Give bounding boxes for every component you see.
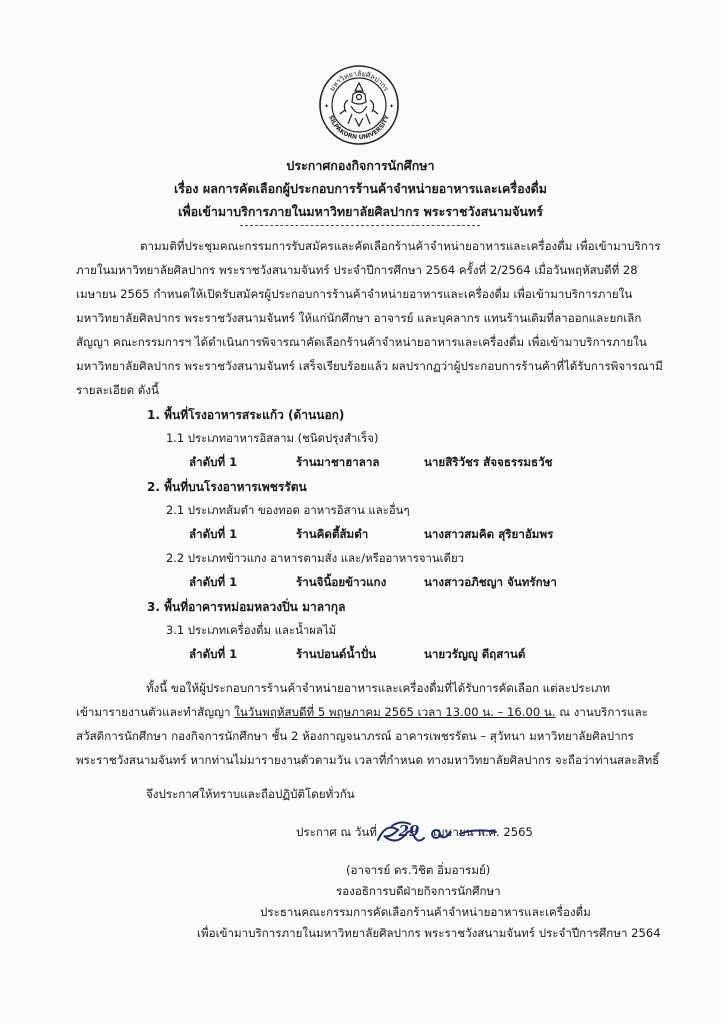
category-label: 2.2 ประเภทข้าวแกง อาหารตามสั่ง และ/หรืออาหารจานเดียว	[166, 551, 465, 565]
svg-text:✦: ✦	[389, 103, 395, 110]
subject-line-2: เพื่อเข้ามาบริการภายในมหาวิทยาลัยศิลปากร พระราชวังสนามจันทร์	[178, 204, 543, 219]
section-title: 2. พื้นที่บนโรงอาหารเพชรรัตน	[147, 480, 307, 494]
intro-line-7: รายละเอียด ดังนี้	[76, 383, 159, 397]
rank-label: ลำดับที่ 1	[189, 527, 238, 541]
deadline-text: ในวันพฤหัสบดีที่ 5 พฤษภาคม 2565 เวลา 13.00 น. – 16.00 น.	[234, 705, 556, 719]
closing-line-3: สวัสดิการนักศึกษา กองกิจการนักศึกษา ชั้น 2 ห้องกาญจนาภรณ์ อาคารเพชรรัตน – สุวัทนา มหาวิทยาลัยศิลปากร	[76, 729, 634, 743]
signatory-title-2: ประธานคณะกรรมการคัดเลือกร้านค้าจำหน่ายอาหารและเครื่องดื่ม	[260, 905, 591, 919]
intro-line-6: มหาวิทยาลัยศิลปากร พระราชวังสนามจันทร์ เสร็จเรียบร้อยแล้ว ผลปรากฏว่าผู้ประกอบการร้านค้าที่ได้รับการพิจารณามี	[76, 359, 663, 373]
intro-line-1: ตามมติที่ประชุมคณะกรรมการรับสมัครและคัดเลือกร้านค้าจำหน่ายอาหารและเครื่องดื่ม เพื่อเข้ามาบริการ	[140, 239, 661, 253]
announce-line: จึงประกาศให้ทราบและถือปฏิบัติโดยทั่วกัน	[146, 787, 355, 801]
category-label: 2.1 ประเภทส้มตำ ของทอด อาหารอิสาน และอื่นๆ	[166, 503, 410, 517]
category-label: 3.1 ประเภทเครื่องดื่ม และน้ำผลไม้	[166, 623, 337, 637]
signatory-title-3: เพื่อเข้ามาบริการภายในมหาวิทยาลัยศิลปากร พระราชวังสนามจันทร์ ประจำปีการศึกษา 2564	[197, 926, 661, 940]
owner-name: นายสิริวัชร สัจจธรรมธวัช	[424, 455, 553, 469]
subject-line: เรื่อง ผลการคัดเลือกผู้ประกอบการร้านค้าจำหน่ายอาหารและเครื่องดื่ม	[173, 181, 548, 196]
announcement-heading: ประกาศกองกิจการนักศึกษา	[286, 158, 435, 173]
shop-name: ร้านปอนด์น้ำปั่น	[296, 647, 377, 661]
rank-label: ลำดับที่ 1	[189, 647, 238, 661]
announce-date: ประกาศ ณ วันที่ 29 เมษายน พ.ศ. 2565	[296, 822, 533, 840]
owner-name: นางสาวสมคิด สุริยาอัมพร	[424, 527, 554, 541]
owner-name: นางสาวอภิชญา จันทรักษา	[424, 575, 557, 589]
intro-line-4: มหาวิทยาลัยศิลปากร พระราชวังสนามจันทร์ ให้แก่นักศึกษา อาจารย์ และบุคลากร แทนร้านเดิมที่ลาออกและยกเลิก	[76, 311, 642, 325]
handwritten-signature	[370, 816, 510, 856]
owner-name: นายวรัญญู ดีฤสานต์	[424, 647, 526, 661]
intro-line-5: สัญญา คณะกรรมการฯ ได้ดำเนินการพิจารณาคัดเลือกร้านค้าจำหน่ายอาหารและเครื่องดื่ม เพื่อเข้ามาบริการภายใน	[76, 335, 647, 349]
section-title: 3. พื้นที่อาคารหม่อมหลวงปิ่น มาลากุล	[147, 600, 346, 614]
signatory-name: (อาจารย์ ดร.วิชิต อิ่มอารมย์)	[346, 863, 491, 877]
shop-name: ร้านจินิ้อยข้าวแกง	[296, 575, 387, 589]
intro-line-2: ภายในมหาวิทยาลัยศิลปากร พระราชวังสนามจันทร์ ประจำปีการศึกษา 2564 ครั้งที่ 2/2564 เมื่อวันพฤหัสบดีที่ 28	[76, 263, 638, 277]
university-seal-logo	[318, 64, 400, 146]
category-label: 1.1 ประเภทอาหารอิสลาม (ชนิดปรุงสำเร็จ)	[166, 431, 379, 445]
signatory-title-1: รองอธิการบดีฝ่ายกิจการนักศึกษา	[336, 884, 501, 898]
closing-line-2: เข้ามารายงานตัวและทำสัญญา ในวันพฤหัสบดีที่ 5 พฤษภาคม 2565 เวลา 13.00 น. – 16.00 น. ณ งานบริการและ	[76, 705, 648, 719]
closing-line-4: พระราชวังสนามจันทร์ หากท่านไม่มารายงานตัวตามวัน เวลาที่กำหนด ทางมหาวิทยาลัยศิลปากร จะถือว่าท่านสละสิทธิ์	[76, 753, 660, 767]
closing-line-1: ทั้งนี้ ขอให้ผู้ประกอบการร้านค้าจำหน่ายอาหารและเครื่องดื่มที่ได้รับการคัดเลือก แต่ละประเภท	[146, 681, 611, 695]
date-day: 29	[398, 822, 420, 840]
intro-line-3: เมษายน 2565 กำหนดให้เปิดรับสมัครผู้ประกอบการร้านค้าจำหน่ายอาหารและเครื่องดื่ม เพื่อเข้ามาบริการภายใน	[76, 287, 633, 301]
header-divider	[240, 225, 480, 226]
svg-text:SILPAKORN UNIVERSITY: SILPAKORN UNIVERSITY	[327, 114, 391, 142]
rank-label: ลำดับที่ 1	[189, 455, 238, 469]
section-title: 1. พื้นที่โรงอาหารสระแก้ว (ด้านนอก)	[147, 408, 345, 422]
rank-label: ลำดับที่ 1	[189, 575, 238, 589]
svg-text:✦: ✦	[324, 103, 330, 110]
shop-name: ร้านมาชาฮาลาล	[296, 455, 380, 469]
shop-name: ร้านคิดตี้ส้มตำ	[296, 527, 369, 541]
svg-text:มหาวิทยาลัยศิลปากร: มหาวิทยาลัยศิลปากร	[328, 69, 390, 93]
